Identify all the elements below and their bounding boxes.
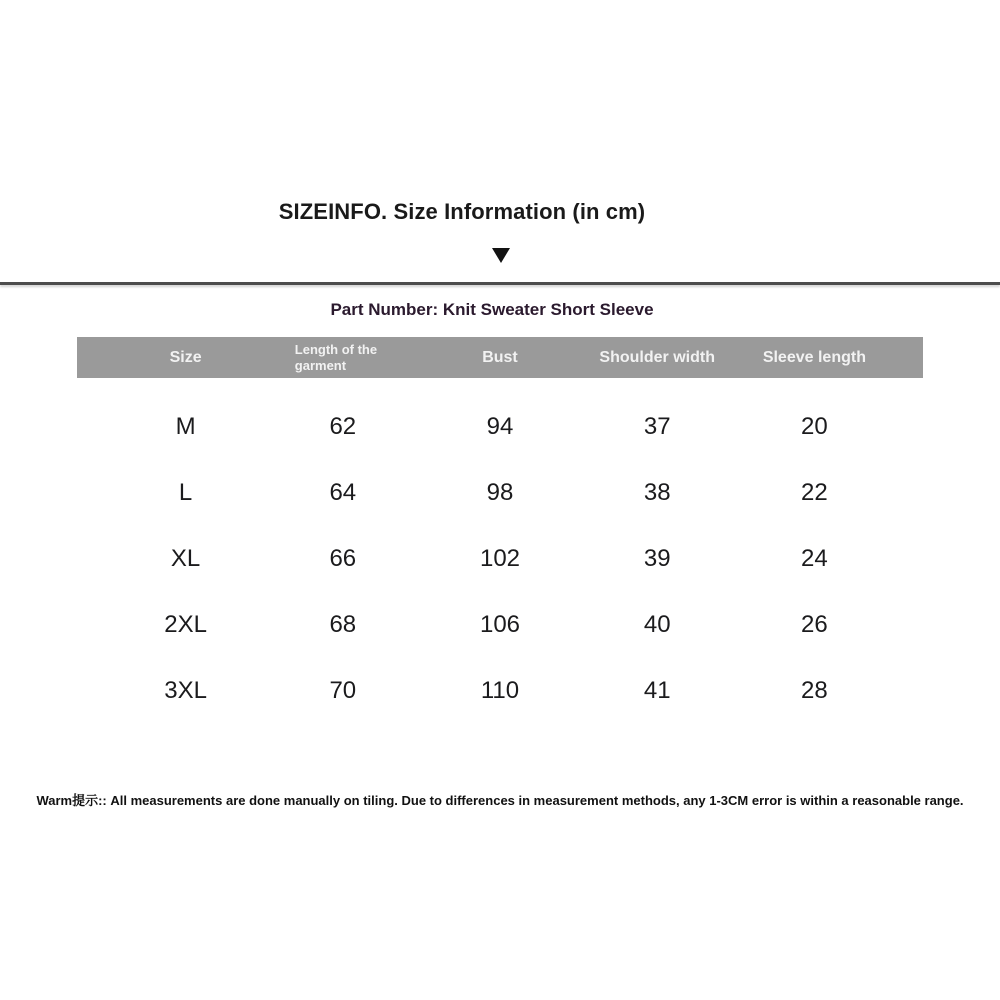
cell-sleeve-length: 20 [801,413,828,440]
divider-line [0,282,1000,285]
table-row-l [77,460,923,526]
cell-shoulder-width: 39 [643,545,671,572]
cell-size: 2XL [164,611,207,638]
cell-sleeve-length: 26 [801,611,828,638]
down-arrow-icon [492,248,510,263]
cell-shoulder-width: 41 [643,677,671,704]
table-row-3xl [77,658,923,724]
part-number-label: Part Number: Knit Sweater Short Sleeve [330,300,654,319]
column-header-garment-length [264,337,421,378]
cell-shoulder-width: 38 [643,479,671,506]
measurement-disclaimer: Warm提示:: All measurements are done manually on tiling. Due to differences in measurement methods, any 1-3CM error is within a reasonable range. [36,793,964,808]
size-table-header-row [77,337,923,378]
table-row-xl [77,526,923,592]
size-table [77,337,923,724]
cell-size: XL [170,545,201,572]
cell-size: L [178,479,193,506]
cell-bust: 94 [486,413,514,440]
column-header-shoulder-width: Shoulder width [599,348,715,366]
cell-size: 3XL [164,677,207,704]
cell-garment-length: 62 [329,413,357,440]
column-header-garment-length-label: Length of the garment [294,341,378,373]
cell-shoulder-width: 40 [643,611,671,638]
cell-sleeve-length: 24 [801,545,828,572]
cell-sleeve-length: 28 [801,677,828,704]
column-header-size: Size [169,348,202,366]
cell-garment-length: 68 [329,611,357,638]
cell-bust: 110 [480,677,520,704]
cell-bust: 102 [479,545,521,572]
column-header-bust: Bust [482,348,518,366]
column-header-sleeve-length: Sleeve length [762,348,866,366]
cell-sleeve-length: 22 [801,479,828,506]
cell-garment-length: 70 [329,677,357,704]
cell-garment-length: 64 [329,479,357,506]
cell-bust: 106 [479,611,521,638]
cell-garment-length: 66 [329,545,357,572]
cell-bust: 98 [486,479,514,506]
table-row-m [77,394,923,460]
table-row-2xl [77,592,923,658]
size-table-body [77,394,923,724]
page-title: SIZEINFO. Size Information (in cm) [278,199,646,224]
cell-size: M [175,413,196,440]
cell-shoulder-width: 37 [643,413,671,440]
